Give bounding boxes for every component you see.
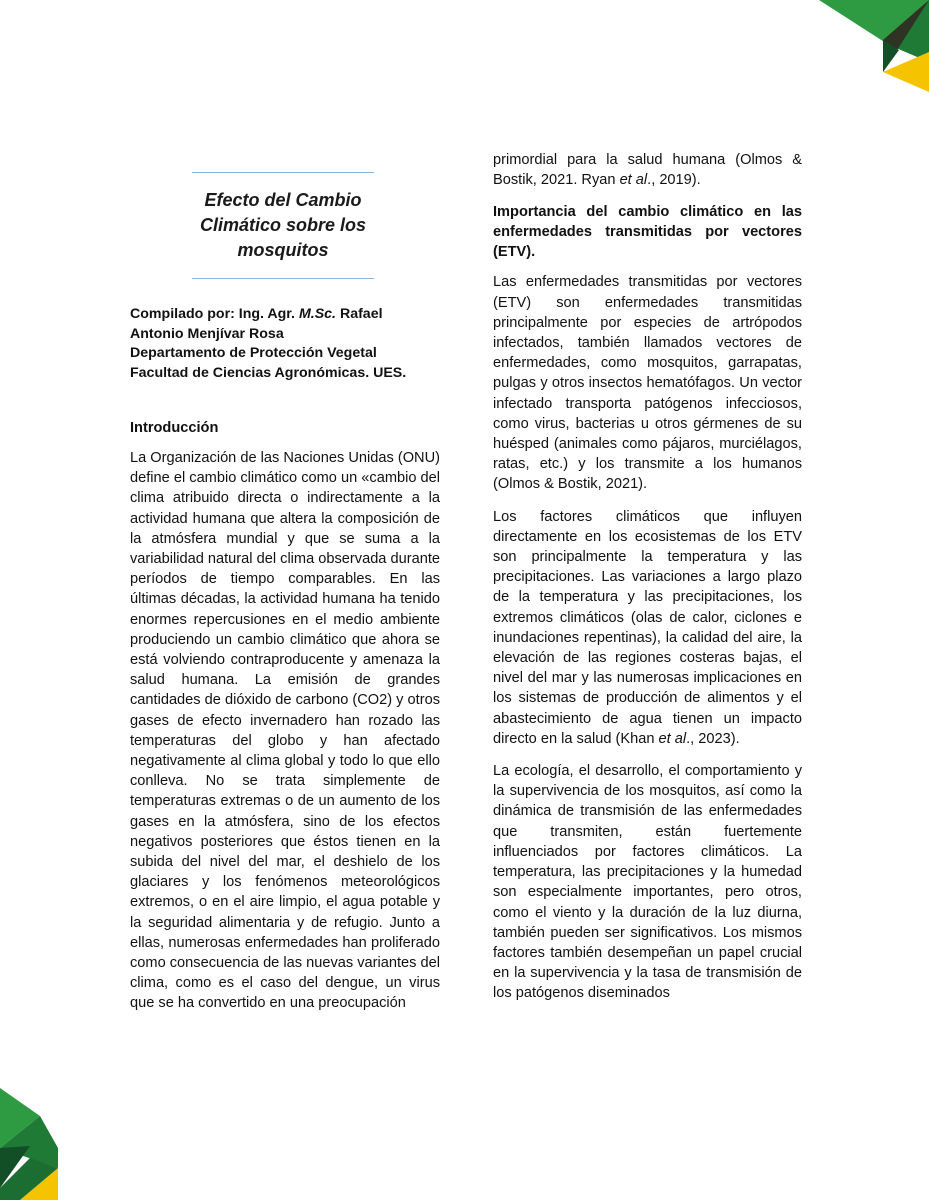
etv-paragraph-3: La ecología, el desarrollo, el comportamiento y la supervivencia de los mosquitos, así como la dinámica de transmisión de las enfermedades que transmiten, están fuertemente influenciados por factores climáticos. La temperatura, las precipitaciones y la humedad son especialmente importantes, pero otros, como el viento y la duración de la luz diurna, también pueden ser significativos. Los mismos factores también desempeñan un papel crucial en la supervivencia y la tasa de transmisión de los patógenos diseminados bbox=[493, 763, 802, 1002]
author-prefix: Compilado por: Ing. Agr. bbox=[130, 306, 299, 322]
continuation-paragraph: primordial para la salud humana (Olmos & Bostik, 2021. Ryan et al., 2019). bbox=[493, 152, 802, 189]
section-heading-etv: Importancia del cambio climático en las enfermedades transmitidas por vectores (ETV). bbox=[493, 204, 802, 261]
etv-paragraph-1: Las enfermedades transmitidas por vectores (ETV) son enfermedades transmitidas principalmente por especies de artrópodos infectados, también llamados vectores de enfermedades, como mosquitos, garrapatas, pulgas y otros insectos hematófagos. Un vector infectado transporta patógenos infecciosos, como virus, bacterias u otros gérmenes de su huésped (animales como pájaros, murciélagos, ratas, etc.) y los transmite a los humanos (Olmos & Bostik, 2021). bbox=[493, 274, 802, 493]
author-department: Departamento de Protección Vegetal bbox=[130, 345, 377, 361]
etv-paragraph-2: Los factores climáticos que influyen directamente en los ecosistemas de los ETV son principalmente la temperatura y las precipitaciones. Las variaciones a largo plazo de la temperatura y las precipitaciones, los extremos climáticos (olas de calor, ciclones e inundaciones repentinas), la calidad del aire, la elevación de las regiones costeras bajas, el nivel del mar y las numerosas implicaciones en los sistemas de producción de alimentos y el abastecimiento de agua tienen un impacto directo en la salud (Khan et al., 2023). bbox=[493, 508, 802, 747]
et-al: et al bbox=[619, 172, 648, 189]
author-name-start: Rafael bbox=[336, 306, 383, 322]
title-rule-bottom bbox=[192, 278, 374, 279]
title-line: Climático sobre los bbox=[199, 215, 367, 235]
author-block bbox=[130, 305, 450, 383]
corner-decoration-bottom-left bbox=[0, 1088, 58, 1200]
author-faculty: Facultad de Ciencias Agronómicas. UES. bbox=[130, 364, 407, 381]
author-line bbox=[130, 305, 450, 325]
section-heading-introduccion: Introducción bbox=[130, 420, 219, 436]
title-line: Efecto del Cambio bbox=[204, 190, 362, 210]
author-degree: M.Sc. bbox=[298, 306, 336, 322]
author-line: Antonio Menjívar Rosa bbox=[130, 325, 284, 342]
et-al: et al bbox=[658, 730, 687, 747]
title-rule-top bbox=[192, 172, 374, 173]
title-line: mosquitos bbox=[237, 240, 329, 260]
left-column bbox=[130, 418, 440, 1014]
article-title bbox=[172, 188, 394, 263]
right-column bbox=[493, 150, 802, 1004]
corner-decoration-top-right bbox=[819, 0, 929, 92]
intro-paragraph: La Organización de las Naciones Unidas (ONU) define el cambio climático como un «cambio del clima atribuido directa o indirectamente a la actividad humana que altera la composición de la atmósfera mundial y que se suma a la variabilidad natural del clima observada durante períodos de tiempo comparables. En las últimas décadas, la actividad humana ha tenido enormes repercusiones en el medio ambiente produciendo un cambio climático que ahora se está volviendo contraproducente y amenaza la salud humana. La emisión de grandes cantidades de dióxido de carbono (CO2) y otros gases de efecto invernadero han rozado las temperaturas del globo y han afectado negativamente al clima global y todo lo que ello conlleva. No se trata simplemente de temperaturas extremas o de un aumento de los gases en la atmósfera, sino de los efectos negativos posteriores que éstos tienen en la subida del nivel del mar, el deshielo de los glaciares y los fenómenos meteorológicos extremos, o en el aire limpio, el agua potable y la seguridad alimentaria y de refugio. Junto a ellas, numerosas enfermedades han proliferado como consecuencia de las nuevas variantes del clima, como es el caso del dengue, un virus que se ha convertido en una preocupación bbox=[130, 450, 440, 1012]
